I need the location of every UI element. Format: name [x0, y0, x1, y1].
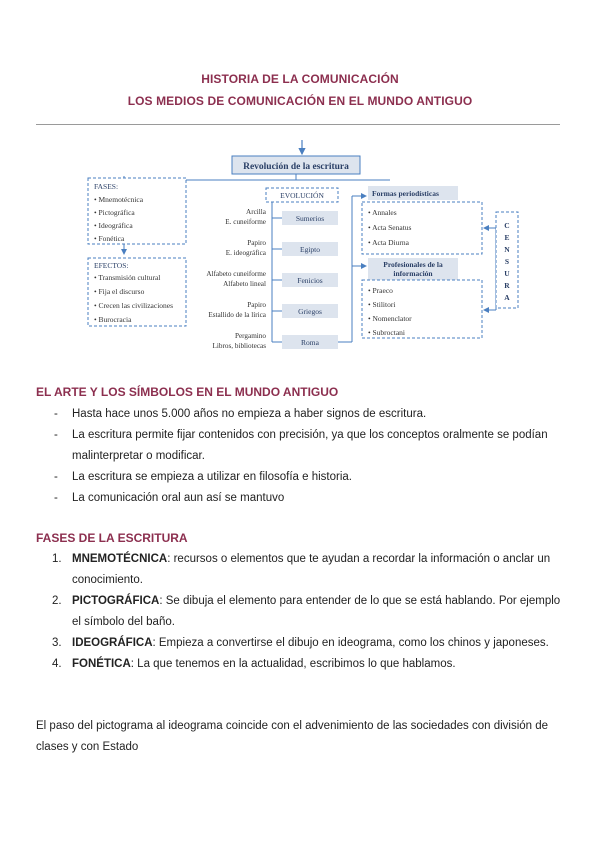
closing-paragraph: El paso del pictograma al ideograma coincide con el advenimiento de las sociedades con división de clases y con Estado [36, 720, 549, 753]
arte-item: - La escritura se empieza a utilizar en filosofía e historia. [52, 467, 562, 488]
profesional-bullet: • Nomenclator [368, 314, 412, 323]
section-title-fases: FASES DE LA ESCRITURA [36, 531, 188, 545]
stage-label: E. ideográfica [225, 249, 266, 257]
profesional-bullet: • Subroctani [368, 328, 405, 337]
title-line-1: HISTORIA DE LA COMUNICACIÓN [201, 72, 399, 86]
divider [36, 124, 560, 125]
fase-term: MNEMOTÉCNICA [72, 553, 168, 565]
stage-label: E. cuneiforme [225, 218, 266, 226]
efecto-bullet: • Burocracia [94, 315, 132, 324]
censura-letter: U [504, 269, 510, 278]
fase-text: : La que tenemos en la actualidad, escribimos lo que hablamos. [130, 658, 456, 670]
writing-revolution-diagram [0, 134, 600, 354]
forma-bullet: • Acta Senatus [368, 223, 412, 232]
fase-item [52, 633, 562, 654]
formas-title: Formas periodísticas [372, 189, 439, 198]
fase-number: 1. [52, 553, 62, 565]
fase-item [52, 549, 562, 591]
fase-text: : Empieza a convertirse el dibujo en ideograma, como los chinos y japoneses. [152, 637, 549, 649]
arte-item: - La escritura permite fijar contenidos con precisión, ya que los conceptos oralmente se podían malinterpretar o modificar. [52, 425, 562, 467]
stage-name: Roma [301, 338, 319, 347]
censura-letter: N [504, 245, 510, 254]
stage-name: Griegos [298, 307, 322, 316]
censura-letter: C [504, 221, 510, 230]
fase-term: IDEOGRÁFICA [72, 637, 153, 649]
section-title-arte: EL ARTE Y LOS SÍMBOLOS EN EL MUNDO ANTIGUO [36, 385, 339, 399]
stage-label: Arcilla [246, 208, 266, 216]
arte-list [52, 404, 562, 509]
title-line-2: LOS MEDIOS DE COMUNICACIÓN EN EL MUNDO ANTIGUO [127, 94, 473, 108]
fase-bullet: • Ideográfica [94, 221, 133, 230]
censura-letter: R [504, 281, 510, 290]
stage-label: Estallido de la lírica [208, 311, 266, 319]
fase-bullet: • Pictográfica [94, 208, 135, 217]
stage-label: Alfabeto lineal [223, 280, 266, 288]
profesional-bullet: • Stilitori [368, 300, 396, 309]
efectos-box-title: EFECTOS: [94, 261, 129, 270]
fase-bullet: • Fonética [94, 234, 125, 243]
fase-item [52, 654, 562, 675]
censura-letter: A [504, 293, 510, 302]
stage-label: Libros, bibliotecas [212, 342, 266, 350]
stage-label: Papiro [247, 239, 266, 247]
censura-letter: S [504, 257, 510, 266]
profesionales-title-1: Profesionales de la [383, 260, 443, 269]
stage-name: Fenicios [297, 276, 323, 285]
stage-label: Pergamino [234, 332, 266, 340]
arte-item: - Hasta hace unos 5.000 años no empieza a haber signos de escritura. [52, 404, 562, 425]
fase-text: : recursos o elementos que te ayudan a recordar la información o anclar un conocimiento. [72, 553, 551, 586]
fases-box-title: FASES: [94, 182, 119, 191]
efecto-bullet: • Transmisión cultural [94, 273, 161, 282]
efecto-bullet: • Crecen las civilizaciones [94, 301, 174, 310]
profesionales-title-2: información [393, 269, 433, 278]
fase-number: 4. [52, 658, 62, 670]
fase-text: : Se dibuja el elemento para entender de lo que se está hablando. Por ejemplo el símbolo del baño. [72, 595, 561, 628]
revolucion-label: Revolución de la escritura [243, 162, 349, 172]
arte-item: - La comunicación oral aun así se mantuvo [52, 488, 562, 509]
fases-list [52, 549, 562, 675]
censura-letter: E [504, 233, 510, 242]
forma-bullet: • Acta Diurna [368, 238, 409, 247]
fase-number: 2. [52, 595, 62, 607]
stage-name: Sumerios [295, 214, 325, 223]
stage-label: Papiro [247, 301, 266, 309]
forma-bullet: • Annales [368, 208, 397, 217]
fase-number: 3. [52, 637, 62, 649]
efecto-bullet: • Fija el discurso [94, 287, 145, 296]
profesional-bullet: • Praeco [368, 286, 393, 295]
fase-term: PICTOGRÁFICA [72, 595, 160, 607]
fase-bullet: • Mnemotécnica [94, 195, 144, 204]
stage-label: Alfabeto cuneiforme [206, 270, 266, 278]
evolucion-label: EVOLUCIÓN [280, 191, 324, 200]
fase-term: FONÉTICA [72, 658, 131, 670]
fase-item [52, 591, 562, 633]
stage-name: Egipto [300, 245, 320, 254]
